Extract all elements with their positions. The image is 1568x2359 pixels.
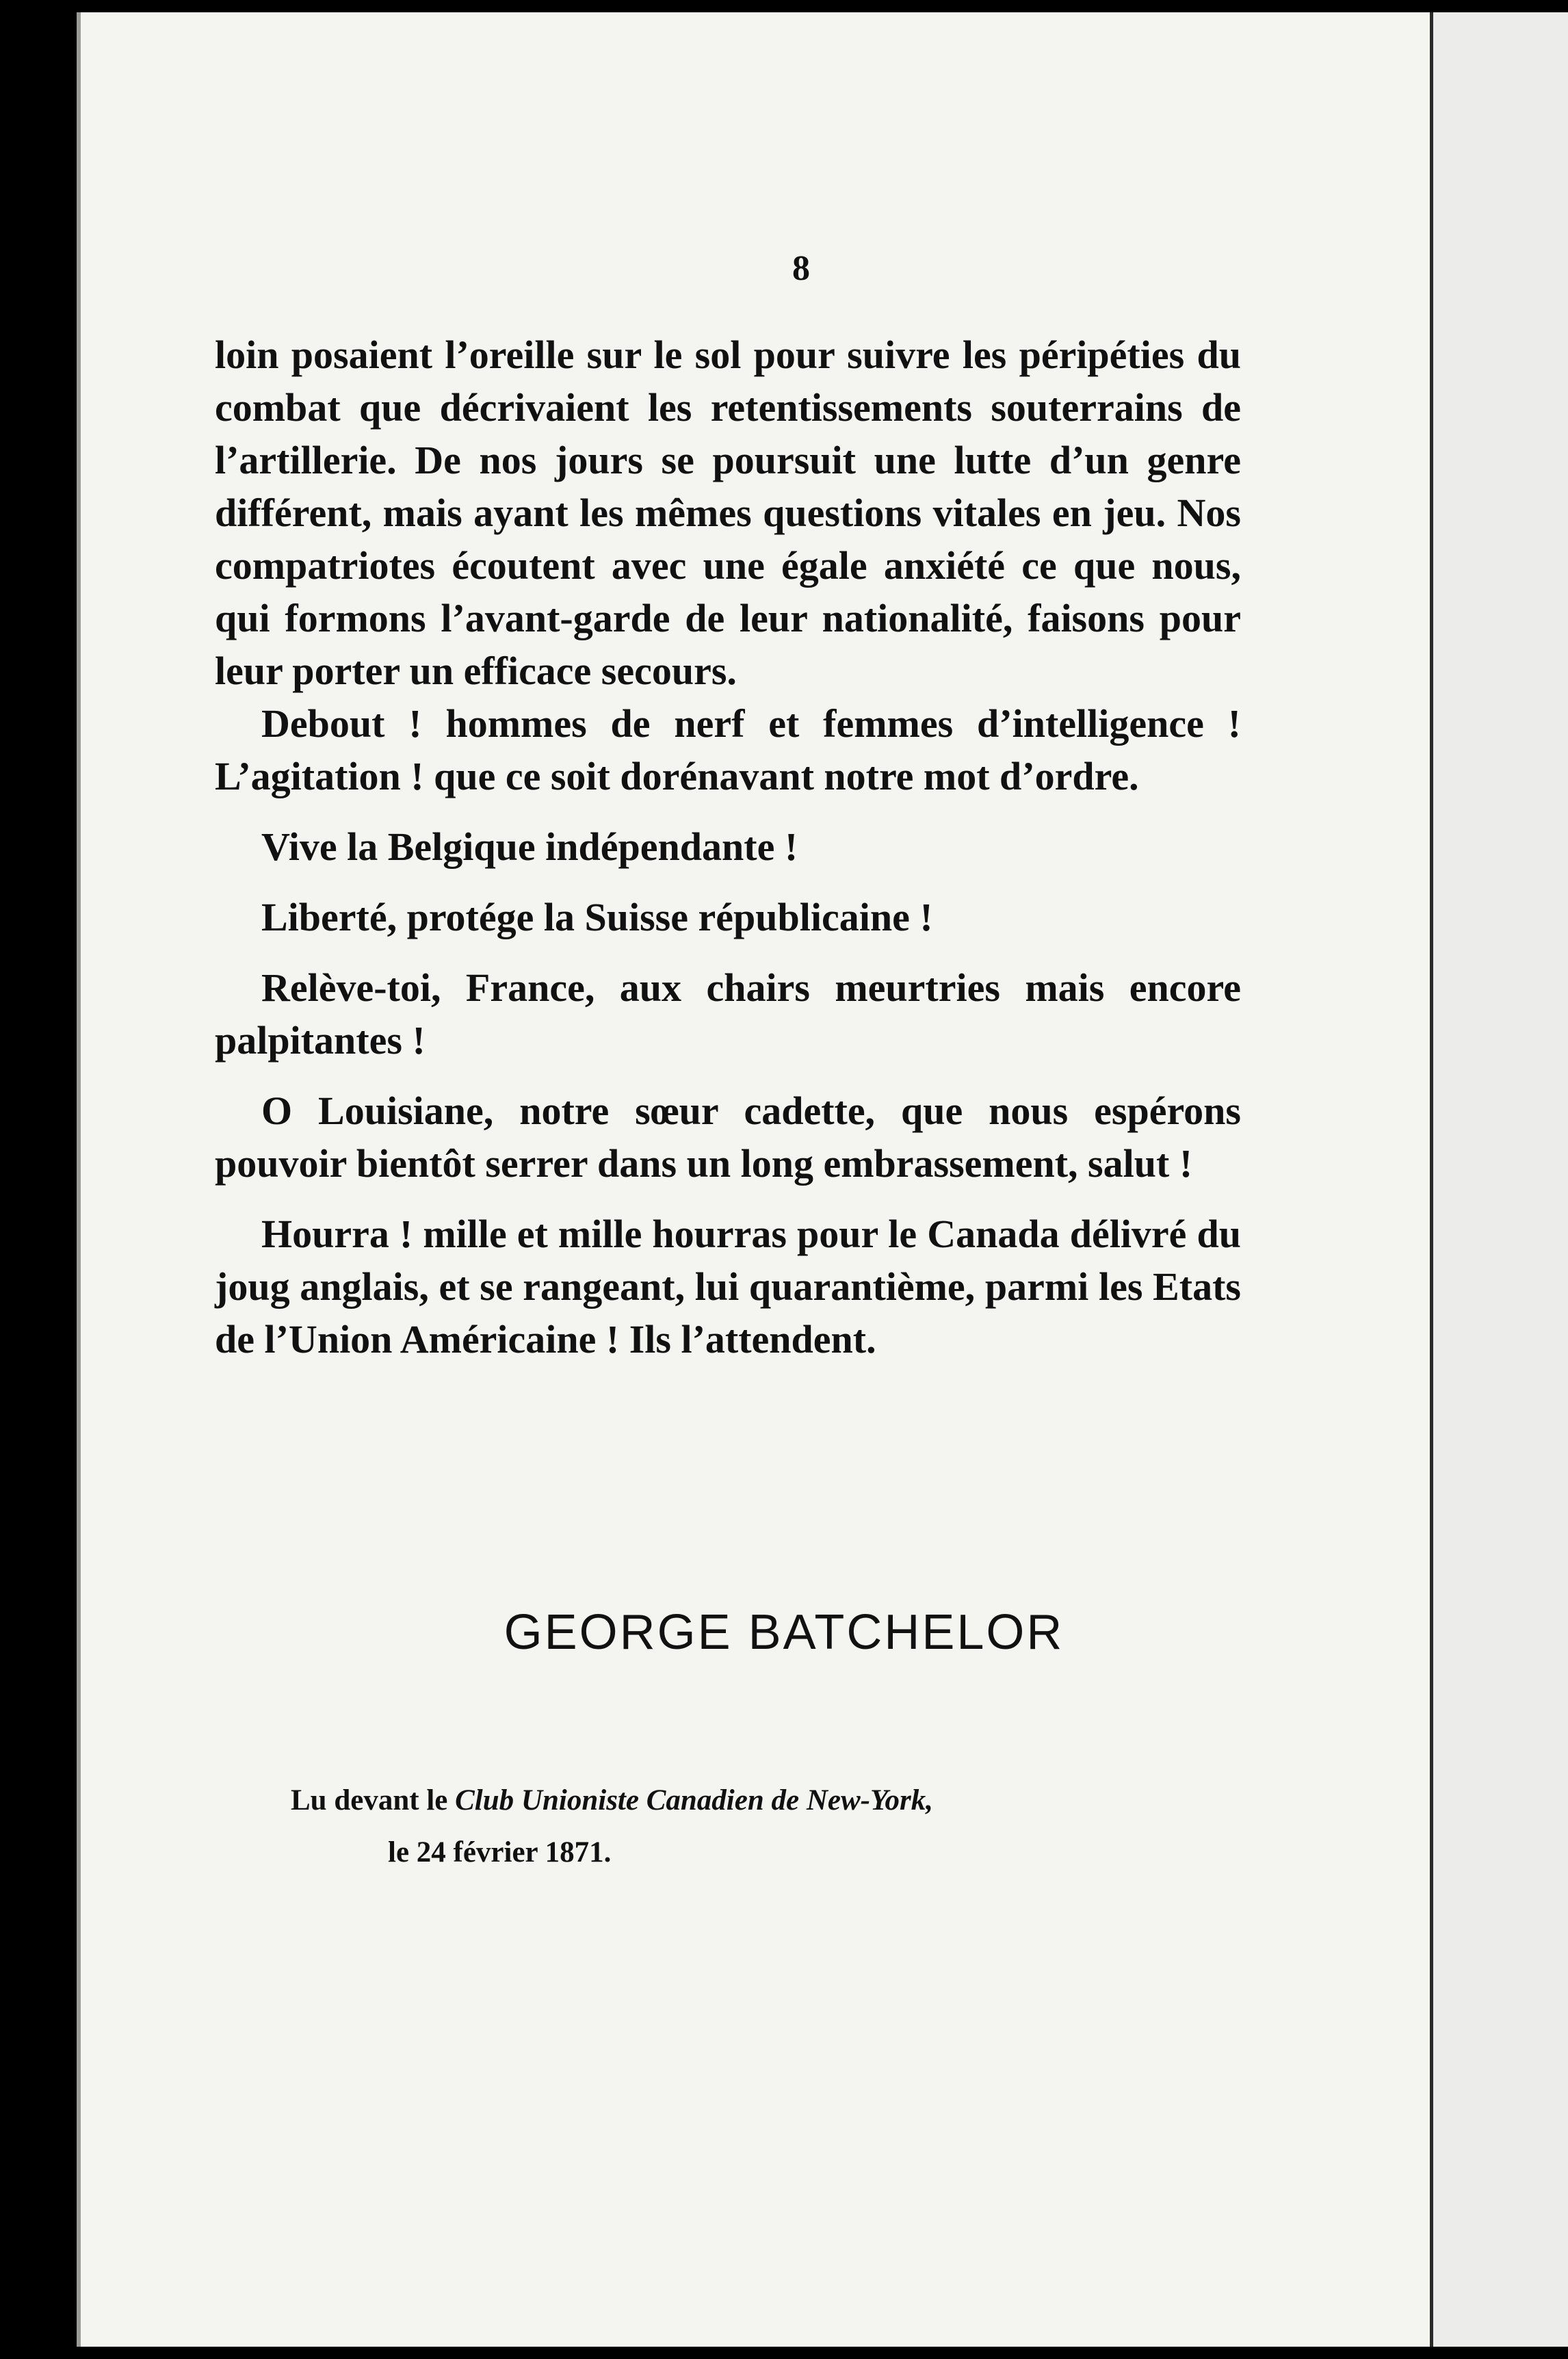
paragraph-4: Liberté, protége la Suisse républicaine ! xyxy=(261,895,933,939)
note-club: Club Unioniste Canadien de New-York, xyxy=(455,1784,933,1816)
note-prefix: Lu devant le xyxy=(291,1784,448,1816)
reading-note xyxy=(291,1775,933,1879)
author-signature: GEORGE BATCHELOR xyxy=(504,1605,1064,1660)
paragraph-7: Hourra ! mille et mille hourras pour le Canada délivré du joug anglais, et se rangeant, lui quarantième, parmi les Etats de l’Union Américaine ! Ils l’attendent. xyxy=(215,1212,1241,1361)
paragraph-6: O Louisiane, notre sœur cadette, que nous espérons pouvoir bientôt serrer dans un long embrassement, salut ! xyxy=(215,1089,1241,1186)
paragraph-1: loin posaient l’oreille sur le sol pour suivre les péripéties du combat que décrivaient les retentissements souterrains de l’artillerie. De nos jours se poursuit une lutte d’un genre différent, mais ayant les mêmes questions vitales en jeu. Nos compatriotes écoutent avec une égale anxiété ce que nous, qui formons l’avant-garde de leur nationalité, faisons pour leur porter un efficace secours. xyxy=(215,333,1241,693)
paragraph-3: Vive la Belgique indépendante ! xyxy=(261,824,798,869)
note-date: le 24 février 1871. xyxy=(388,1836,612,1868)
body-text xyxy=(215,328,1241,1366)
page-number: 8 xyxy=(792,249,810,288)
paragraph-5: Relève-toi, France, aux chairs meurtries mais encore palpitantes ! xyxy=(215,965,1241,1063)
paragraph-2: Debout ! hommes de nerf et femmes d’intelligence ! L’agitation ! que ce soit dorénavant notre mot d’ordre. xyxy=(215,701,1241,798)
adjacent-page-edge xyxy=(1430,12,1568,2347)
